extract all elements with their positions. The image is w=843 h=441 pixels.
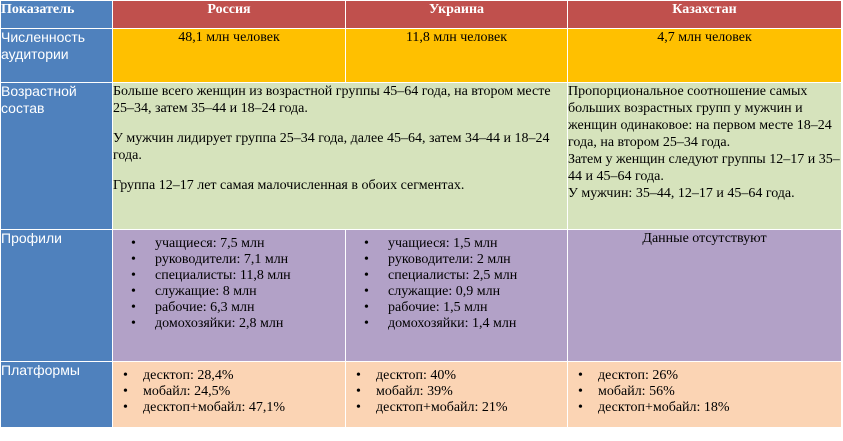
age-paragraph: Затем у женщин следуют группы 12–17 и 35–44 и 45–64 года. (568, 152, 840, 184)
header-russia: Россия (113, 1, 346, 29)
list-item: • специалисты: 2,5 млн (346, 268, 567, 284)
profiles-label: Профили (1, 230, 113, 362)
list-item: • десктоп: 28,4% (113, 368, 345, 384)
header-ukraine: Украина (346, 1, 568, 29)
header-indicator: Показатель (1, 1, 113, 29)
list-item: • десктоп+мобайл: 18% (568, 400, 841, 416)
list-item: • мобайл: 24,5% (113, 384, 345, 400)
profiles-ukraine (346, 230, 568, 362)
list-item: • рабочие: 6,3 млн (113, 300, 345, 316)
audience-russia: 48,1 млн человек (113, 29, 346, 83)
platforms-list (346, 362, 567, 416)
list-item: • учащиеся: 1,5 млн (346, 236, 567, 252)
list-item: • рабочие: 1,5 млн (346, 300, 567, 316)
age-russia-ukraine (113, 83, 568, 230)
list-item: • десктоп+мобайл: 47,1% (113, 400, 345, 416)
list-item: • служащие: 8 млн (113, 284, 345, 300)
list-item: • служащие: 0,9 млн (346, 284, 567, 300)
age-paragraph: У мужчин: 35–44, 12–17 и 45–64 года. (568, 186, 795, 201)
platforms-list (113, 362, 345, 416)
platforms-row (1, 362, 842, 428)
list-item: • десктоп: 40% (346, 368, 567, 384)
audience-ukraine: 11,8 млн человек (346, 29, 568, 83)
list-item: • руководители: 7,1 млн (113, 252, 345, 268)
profiles-kazakhstan: Данные отсутствуют (568, 230, 842, 362)
platforms-label: Платформы (1, 362, 113, 428)
profiles-row (1, 230, 842, 362)
audience-row (1, 29, 842, 83)
header-row (1, 1, 842, 29)
list-item: • руководители: 2 млн (346, 252, 567, 268)
list-item: • десктоп+мобайл: 21% (346, 400, 567, 416)
age-row (1, 83, 842, 230)
list-item: • десктоп: 26% (568, 368, 841, 384)
age-paragraph: Группа 12–17 лет самая малочисленная в обоих сегментах. (113, 178, 465, 193)
platforms-russia (113, 362, 346, 428)
platforms-list (568, 362, 841, 416)
audience-label: Численность аудитории (1, 29, 113, 83)
header-kazakhstan: Казахстан (568, 1, 842, 29)
age-paragraph: У мужчин лидирует группа 25–34 года, далее 45–64, затем 34–44 и 18–24 года. (113, 131, 550, 163)
age-kazakhstan (568, 83, 842, 230)
list-item: • домохозяйки: 1,4 млн (346, 316, 567, 332)
platforms-kazakhstan (568, 362, 842, 428)
age-label: Возрастной состав (1, 83, 113, 230)
platforms-ukraine (346, 362, 568, 428)
age-paragraph: Больше всего женщин из возрастной группы 45–64 года, на втором месте 25–34, затем 35–44 и 18–24 года. (113, 84, 551, 116)
profiles-list (346, 230, 567, 332)
list-item: • домохозяйки: 2,8 млн (113, 316, 345, 332)
list-item: • специалисты: 11,8 млн (113, 268, 345, 284)
profiles-list (113, 230, 345, 332)
age-paragraph: Пропорциональное соотношение самых больших возрастных групп у мужчин и женщин одинаковое: на первом месте 18–24 года, на втором 25–34 года. (568, 84, 832, 150)
list-item: • учащиеся: 7,5 млн (113, 236, 345, 252)
list-item: • мобайл: 39% (346, 384, 567, 400)
profiles-russia (113, 230, 346, 362)
list-item: • мобайл: 56% (568, 384, 841, 400)
audience-kazakhstan: 4,7 млн человек (568, 29, 842, 83)
